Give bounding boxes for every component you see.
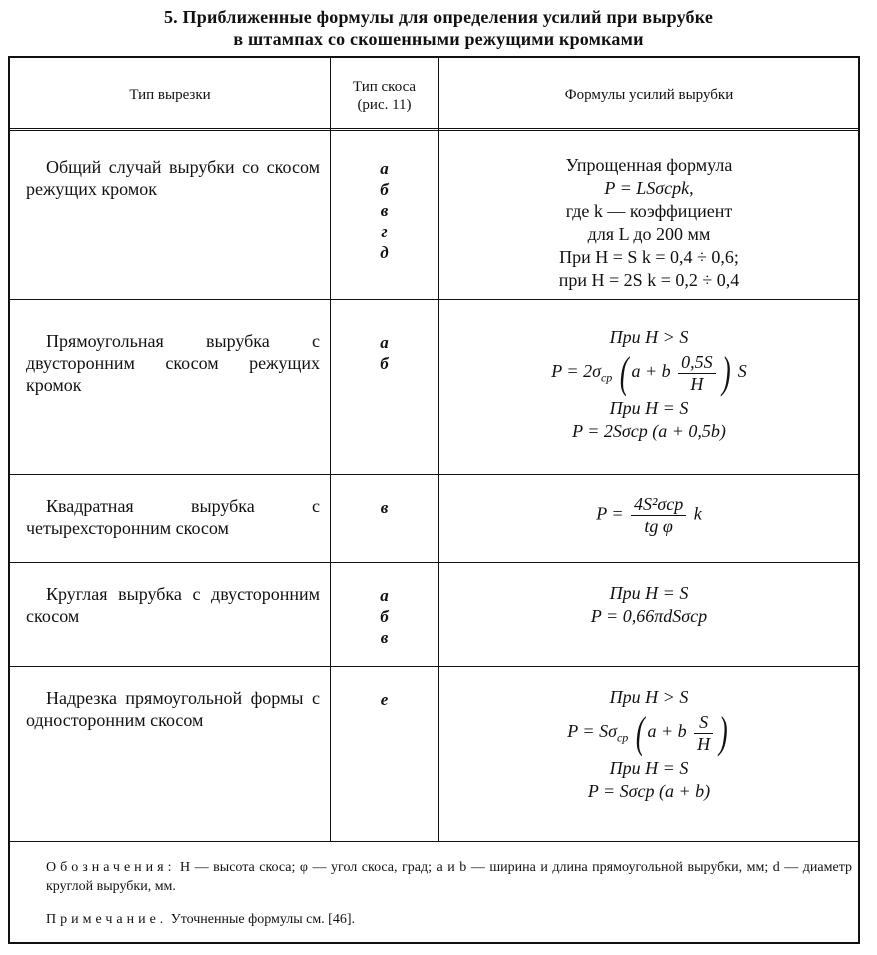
row-2-formula-line-4: P = 2Sσср (a + 0,5b)	[572, 421, 726, 441]
left-paren: (	[619, 348, 629, 397]
fraction-numerator: S	[694, 712, 713, 734]
header-divider	[9, 128, 859, 131]
fraction-denominator: tg φ	[644, 516, 673, 536]
fraction-numerator: 0,5S	[678, 352, 716, 374]
row-4-bevel-letters	[331, 585, 438, 648]
right-paren: )	[721, 348, 731, 397]
header-formulas	[439, 86, 859, 104]
row-5-formula-inner: a + b	[647, 721, 687, 742]
fraction-numerator: 4S²σср	[631, 494, 686, 516]
row-5-formula-line-3: При H = S	[609, 758, 689, 778]
table-title-line-1: 5. Приближенные формулы для определения усилий при вырубке	[163, 7, 714, 27]
bevel-letter: в	[380, 628, 389, 647]
row-2-formula-line-3: При H = S	[609, 398, 689, 418]
row-1-formula	[439, 154, 859, 292]
row-2-bevel-letters	[331, 332, 438, 374]
header-bevel-type	[331, 78, 438, 114]
row-5-formula-fraction	[694, 712, 713, 755]
row-2-formula-prefix: P = 2σ	[551, 361, 601, 382]
bevel-letter: б	[380, 180, 389, 199]
row-1-formula-line-5: При H = S k = 0,4 ÷ 0,6;	[559, 247, 739, 267]
row-1-cut-type-text: Общий случай вырубки со скосом режущих кромок	[26, 157, 320, 199]
row-4-formula	[439, 582, 859, 628]
row-3-formula-prefix: P =	[596, 503, 624, 524]
left-paren: (	[635, 708, 645, 757]
table-body-bottom	[9, 841, 859, 842]
row-4-formula-line-2: P = 0,66πdSσср	[590, 606, 708, 626]
row-divider-4	[9, 666, 859, 667]
designations-label: Обозначения:	[46, 860, 176, 875]
row-1-cut-type	[26, 156, 320, 200]
header-bevel-type-line-1: Тип скоса	[352, 79, 417, 95]
bevel-letter: а	[380, 159, 389, 178]
row-2-formula-subscript: ср	[600, 370, 613, 385]
table-title	[0, 6, 877, 50]
row-2-cut-type	[26, 330, 320, 396]
row-divider-3	[9, 562, 859, 563]
row-5-bevel-letters	[331, 689, 438, 710]
row-1-formula-line-2: P = LSσсрk,	[604, 178, 694, 198]
row-1-formula-line-1: Упрощенная формула	[565, 155, 733, 175]
table-notes	[46, 858, 852, 943]
row-divider-2	[9, 474, 859, 475]
bevel-letter: в	[380, 498, 389, 517]
row-divider-1	[9, 299, 859, 300]
bevel-letter: б	[380, 607, 389, 626]
bevel-letter: д	[380, 243, 389, 262]
row-3-formula-suffix: k	[693, 503, 702, 524]
table-title-line-2: в штампах со скошенными режущими кромками	[233, 29, 644, 49]
row-3-bevel-letters	[331, 497, 438, 518]
row-3-cut-type	[26, 495, 320, 539]
header-cut-type-label: Тип вырезки	[129, 87, 211, 103]
row-3-formula-fraction	[631, 494, 686, 537]
header-cut-type	[10, 86, 330, 104]
row-2-formula-fraction	[678, 352, 716, 395]
remark-note	[46, 910, 852, 929]
row-1-formula-line-3: где k — коэффициент	[565, 201, 733, 221]
row-3-formula	[439, 494, 859, 537]
bevel-letter: в	[380, 201, 389, 220]
row-5-formula-line-2	[439, 708, 859, 757]
row-1-bevel-letters	[331, 158, 438, 263]
row-5-formula-subscript: ср	[616, 730, 629, 745]
row-1-formula-line-4: для L до 200 мм	[587, 224, 711, 244]
row-5-formula-prefix: P = Sσ	[567, 721, 617, 742]
designations-note	[46, 858, 852, 896]
header-formulas-label: Формулы усилий вырубки	[564, 87, 734, 103]
header-bevel-type-line-2: (рис. 11)	[357, 97, 412, 113]
row-2-formula-suffix: S	[737, 361, 747, 382]
bevel-letter: г	[381, 222, 388, 241]
row-2-formula-line-1: При H > S	[609, 327, 689, 347]
row-2-formula-inner: a + b	[631, 361, 671, 382]
remark-label: Примечание.	[46, 912, 168, 927]
row-1-formula-line-6: при H = 2S k = 0,2 ÷ 0,4	[558, 270, 740, 290]
bevel-letter: е	[380, 690, 389, 709]
row-4-formula-line-1: При H = S	[609, 583, 689, 603]
row-3-cut-type-text: Квадратная вырубка с четырехсторонним скосом	[26, 496, 320, 538]
row-5-cut-type	[26, 687, 320, 731]
row-5-formula-line-1: При H > S	[609, 687, 689, 707]
row-5-cut-type-text: Надрезка прямоугольной формы с односторонним скосом	[26, 688, 320, 730]
bevel-letter: а	[380, 333, 389, 352]
row-5-formula	[439, 686, 859, 803]
row-4-cut-type	[26, 583, 320, 627]
right-paren: )	[719, 708, 728, 757]
fraction-denominator: H	[697, 733, 711, 754]
row-2-cut-type-text: Прямоугольная вырубка с двусторонним скосом режущих кромок	[26, 331, 320, 395]
row-4-cut-type-text: Круглая вырубка с двусторонним скосом	[26, 584, 320, 626]
row-2-formula	[439, 326, 859, 443]
remark-text: Уточненные формулы см. [46].	[170, 912, 356, 927]
row-5-formula-line-4: P = Sσср (a + b)	[587, 781, 711, 801]
bevel-letter: б	[380, 354, 389, 373]
fraction-denominator: H	[690, 373, 704, 394]
bevel-letter: а	[380, 586, 389, 605]
designations-text: H — высота скоса; φ — угол скоса, град; a и b — ширина и длина прямоугольной вырубки, мм; d — диаметр круглой вырубки, мм.	[46, 860, 852, 894]
row-2-formula-line-2	[439, 348, 859, 397]
